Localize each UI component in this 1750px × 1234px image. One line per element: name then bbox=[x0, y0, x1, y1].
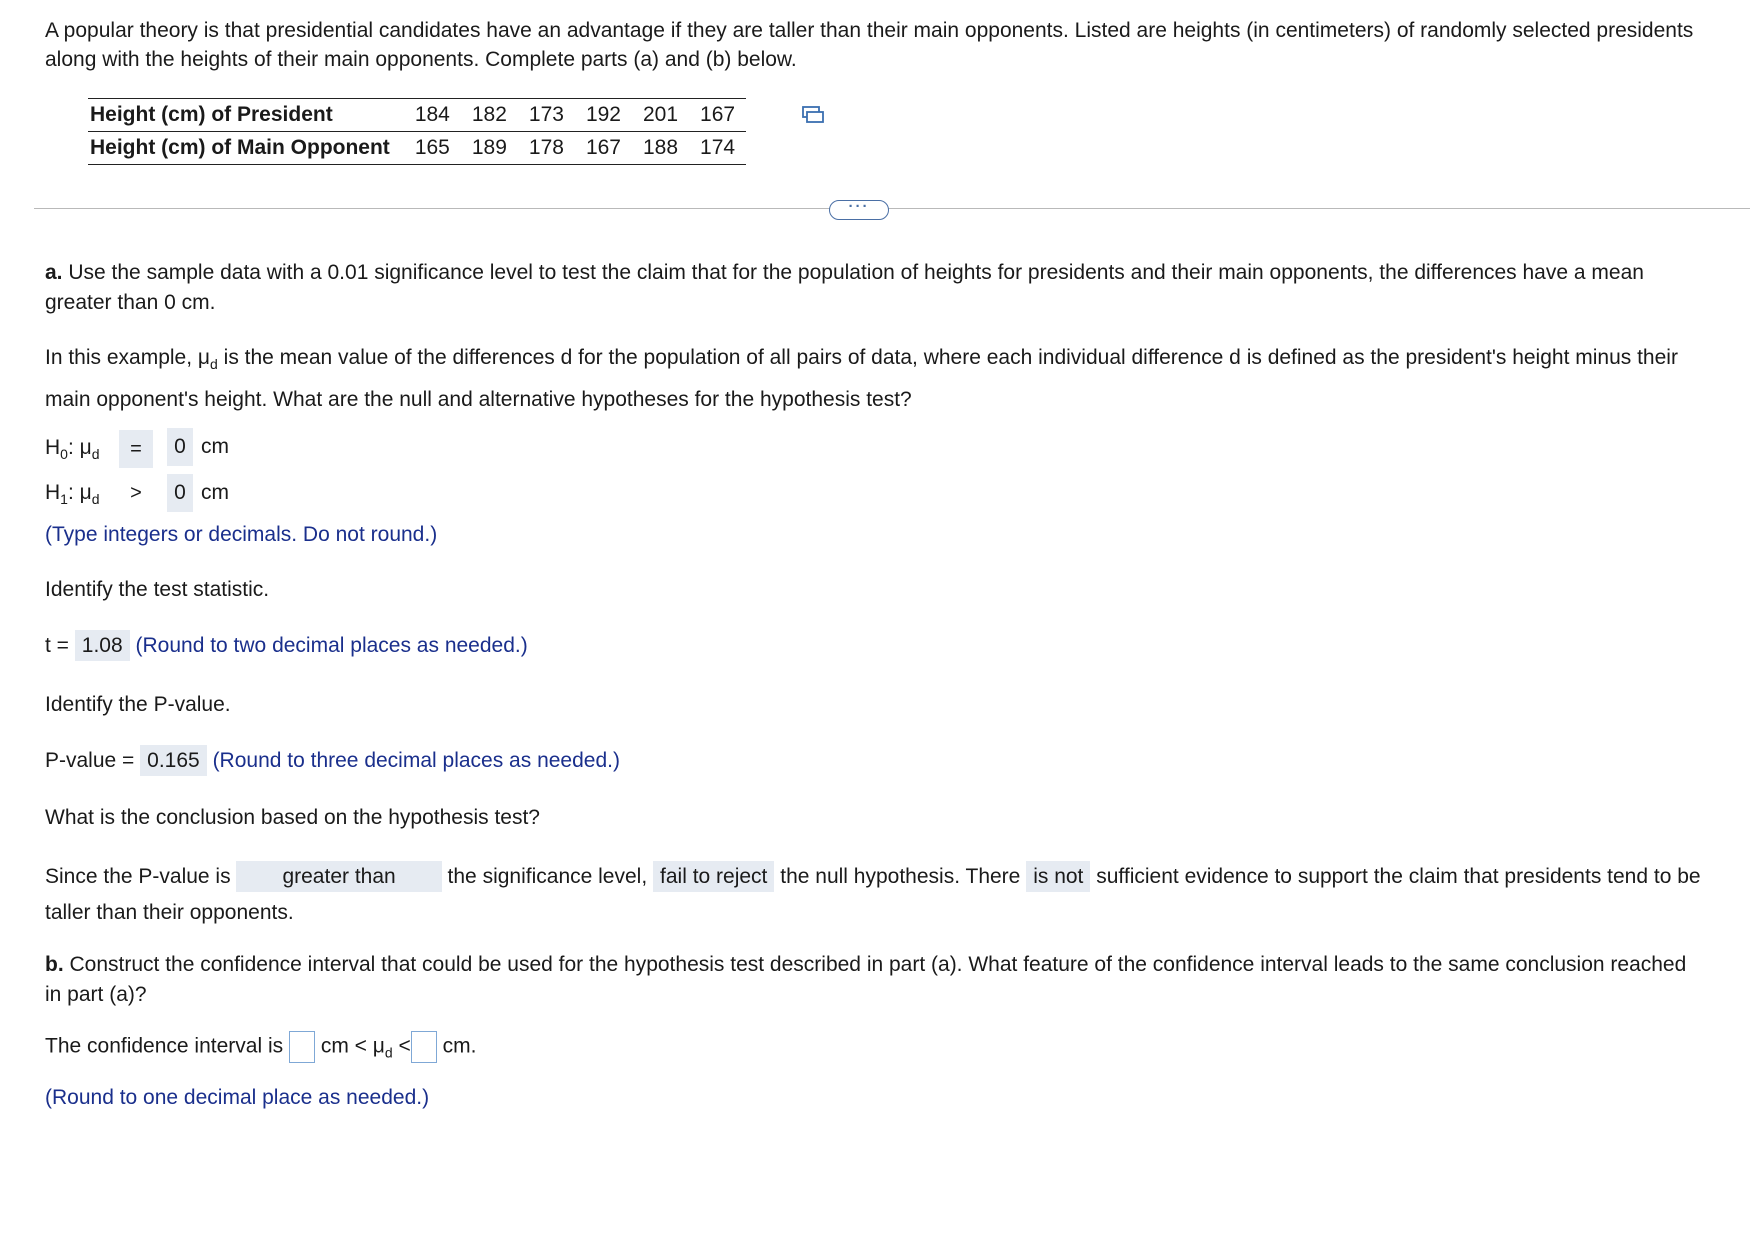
row-label: Height (cm) of President bbox=[88, 99, 404, 132]
table-cell: 201 bbox=[632, 99, 689, 132]
table-cell: 174 bbox=[689, 132, 746, 165]
ci-less-than: < bbox=[398, 1034, 411, 1058]
table-cell: 188 bbox=[632, 132, 689, 165]
h1-mu: : μ bbox=[67, 481, 92, 504]
table-cell: 178 bbox=[518, 132, 575, 165]
problem-intro: A popular theory is that presidential candidates have an advantage if they are taller than their main opponents. Listed are heights (in centimeters) of randomly selected presidents along with the heights of their main opponents. Complete parts (a) and (b) below. bbox=[45, 19, 1694, 71]
evidence-select[interactable]: is not bbox=[1026, 861, 1090, 892]
h0-subscript: 0 bbox=[60, 446, 68, 462]
conclusion-text: the significance level, bbox=[447, 865, 648, 888]
conclusion-text: Since the P-value is bbox=[45, 865, 231, 888]
part-b-label: b. bbox=[45, 953, 64, 976]
example-text-cont: is the mean value of the differences d for the population of all pairs of data, where each individual difference d is defined as the president's height minus their main opponent's height. What are the null and alternative hypotheses for the hypothesis test? bbox=[45, 346, 1678, 411]
confidence-interval-row bbox=[45, 1031, 1705, 1068]
section-divider bbox=[34, 208, 1750, 209]
h0-operator-select[interactable]: = bbox=[119, 430, 153, 468]
row-label: Height (cm) of Main Opponent bbox=[88, 132, 404, 165]
table-cell: 189 bbox=[461, 132, 518, 165]
hypothesis-hint: (Type integers or decimals. Do not round.) bbox=[45, 523, 438, 546]
ci-unit: cm < bbox=[320, 1034, 367, 1058]
pvalue-row bbox=[45, 746, 1705, 776]
h1-mu-subscript: d bbox=[91, 491, 100, 507]
table-cell: 184 bbox=[404, 99, 461, 132]
table-cell: 167 bbox=[689, 99, 746, 132]
conclusion-text: sufficient evidence to support the claim that presidents tend to be taller than their opponents. bbox=[45, 865, 1701, 924]
t-label: t = bbox=[45, 634, 69, 657]
conclusion-prompt: What is the conclusion based on the hypothesis test? bbox=[45, 806, 540, 829]
ci-mu-subscript: d bbox=[384, 1044, 393, 1061]
pvalue-prompt: Identify the P-value. bbox=[45, 693, 231, 716]
h0-mu: : μ bbox=[67, 436, 92, 459]
conclusion-statement bbox=[45, 859, 1705, 931]
ci-unit-end: cm. bbox=[442, 1034, 477, 1058]
copy-table-icon[interactable] bbox=[802, 106, 824, 124]
pvalue-label: P-value = bbox=[45, 749, 135, 772]
h1-operator-select[interactable]: > bbox=[130, 482, 142, 504]
part-a-text: Use the sample data with a 0.01 significance level to test the claim that for the population of heights for presidents and their main opponents, the differences have a mean greater than 0 cm. bbox=[45, 261, 1644, 314]
expand-more-button[interactable]: ··· bbox=[829, 200, 889, 220]
alt-hypothesis bbox=[45, 481, 100, 507]
pvalue-field[interactable]: 0.165 bbox=[140, 745, 207, 776]
h0-value-field[interactable]: 0 bbox=[167, 428, 193, 466]
reject-decision-select[interactable]: fail to reject bbox=[653, 861, 774, 892]
table-row bbox=[88, 132, 746, 165]
h1-unit: cm bbox=[201, 481, 229, 504]
part-a-label: a. bbox=[45, 261, 63, 284]
table-cell: 173 bbox=[518, 99, 575, 132]
pvalue-hint: (Round to three decimal places as needed.) bbox=[212, 749, 620, 772]
ci-hint: (Round to one decimal place as needed.) bbox=[45, 1086, 430, 1109]
ci-mu: μ bbox=[372, 1034, 385, 1058]
mu-subscript: d bbox=[210, 356, 218, 372]
part-b-question bbox=[45, 950, 1705, 1010]
table-cell: 192 bbox=[575, 99, 632, 132]
h1-symbol: H bbox=[45, 481, 61, 504]
pvalue-comparison-select[interactable]: greater than bbox=[236, 861, 441, 892]
table-cell: 182 bbox=[461, 99, 518, 132]
ci-upper-input[interactable] bbox=[411, 1031, 437, 1063]
h1-value-field[interactable]: 0 bbox=[167, 474, 193, 512]
h0-unit: cm bbox=[201, 435, 229, 458]
h0-symbol: H bbox=[45, 436, 61, 459]
null-hypothesis bbox=[45, 436, 100, 462]
test-stat-prompt: Identify the test statistic. bbox=[45, 578, 270, 601]
ci-lower-input[interactable] bbox=[289, 1031, 315, 1063]
example-text: In this example, μ bbox=[45, 346, 211, 369]
part-a-question bbox=[45, 258, 1705, 318]
height-data-table bbox=[88, 98, 746, 165]
h1-subscript: 1 bbox=[60, 491, 68, 507]
ci-label: The confidence interval is bbox=[45, 1034, 284, 1058]
t-hint: (Round to two decimal places as needed.) bbox=[135, 634, 528, 657]
test-stat-row bbox=[45, 631, 1705, 661]
h0-mu-subscript: d bbox=[91, 446, 100, 462]
t-value-field[interactable]: 1.08 bbox=[75, 630, 130, 661]
part-a-example bbox=[45, 340, 1705, 418]
table-cell: 167 bbox=[575, 132, 632, 165]
part-b-text: Construct the confidence interval that could be used for the hypothesis test described in part (a). What feature of the confidence interval leads to the same conclusion reached in part (a)? bbox=[45, 953, 1687, 1006]
conclusion-text: the null hypothesis. There bbox=[780, 865, 1021, 888]
table-cell: 165 bbox=[404, 132, 461, 165]
table-row bbox=[88, 99, 746, 132]
